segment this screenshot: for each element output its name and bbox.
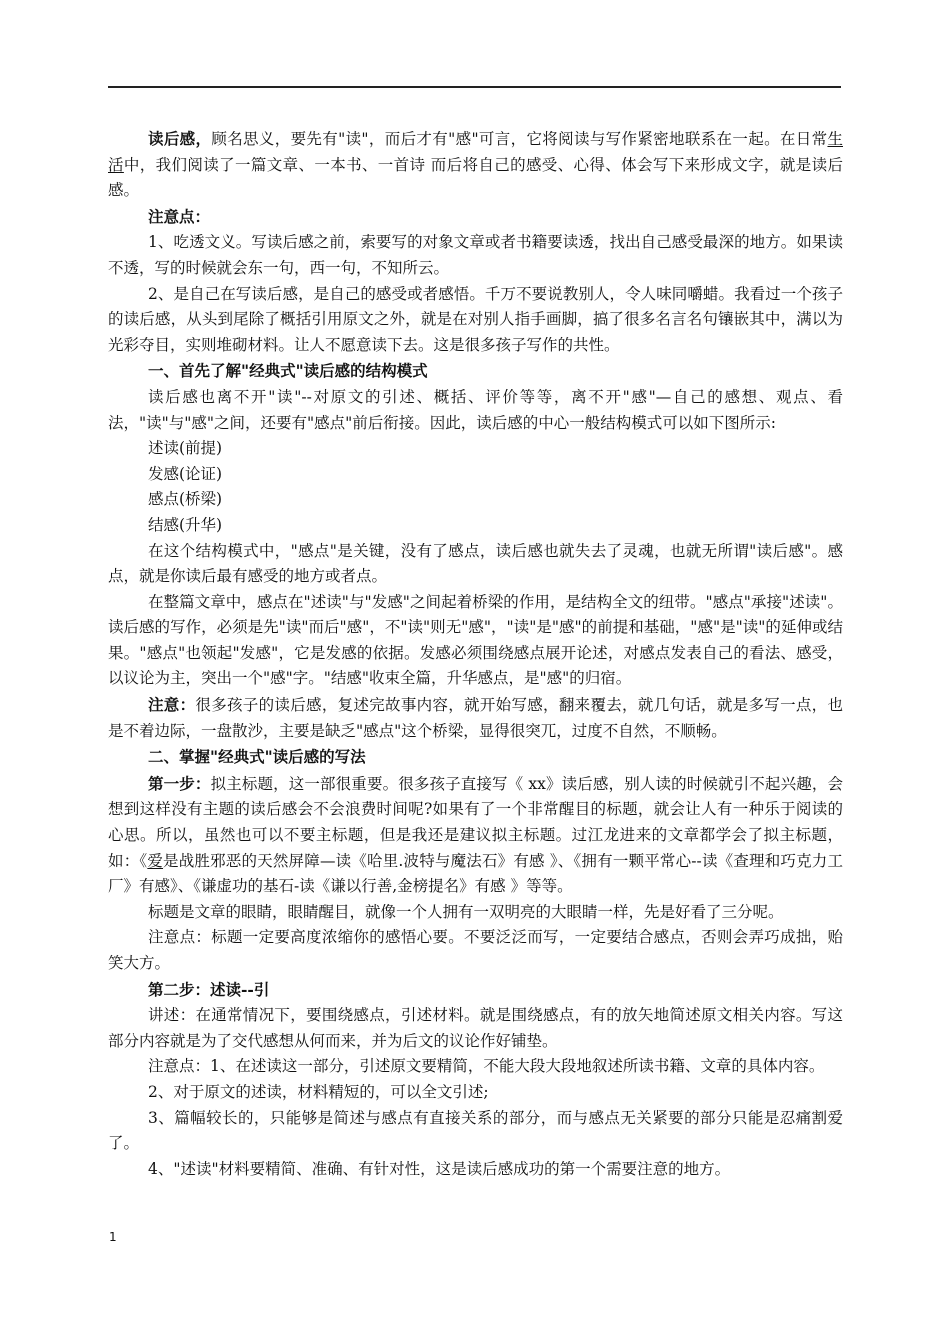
step2-heading [108,977,843,1004]
step1-text-cont: 是战胜邪恶的天然屏障—读《哈里.波特与魔法石》有感 》、《拥有一颗平常心--读《查理和巧克力工厂》有感》、《谦虚功的基石-读《谦以行善,金榜提名》有感 》等等。 [108,851,843,896]
title-notice-paragraph: 注意点：标题一定要高度浓缩你的感悟心要。不要泛泛而写，一定要结合感点，否则会弄巧成拙，贻笑大方。 [108,928,843,972]
notice-item-4: 4、"述读"材料要精简、准确、有针对性，这是读后感成功的第一个需要注意的地方。 [148,1159,731,1178]
section1-paragraph-1: 读后感也离不开"读"--对原文的引述、概括、评价等等，离不开"感"—自己的感想、观点、看法，"读"与"感"之间，还要有"感点"前后衔接。因此，读后感的中心一般结构模式可以如下图所示: [108,387,843,432]
intro-text: 顾名思义，要先有"读"，而后才有"感"可言，它将阅读与写作紧密地联系在一起。在日常 [211,130,828,148]
section1-note [108,692,843,744]
document-body [108,126,843,1182]
section2-heading [108,744,843,771]
section1-paragraph-2: 在这个结构模式中，"感点"是关键，没有了感点，读后感也就失去了灵魂，也就无所谓"读后感"。感点，就是你读后最有感受的地方或者点。 [108,541,843,586]
note-label: 注意： [148,695,196,715]
notice-item-1: 注意点：1、在述读这一部分，引述原文要精简，不能大段大段地叙述所读书籍、文章的具体内容。 [148,1057,825,1076]
intro-paragraph [108,126,843,204]
notice-item-3: 3、篇幅较长的，只能够是简述与感点有直接关系的部分，而与感点无关紧要的部分只能是忍痛割爱了。 [108,1108,843,1153]
explain-paragraph: 讲述：在通常情况下，要围绕感点，引述材料。就是围绕感点，有的放矢地简述原文相关内容。写这部分内容就是为了交代感想从何而来，并为后文的议论作好铺垫。 [108,1006,843,1050]
section1-heading-text: 一、首先了解"经典式"读后感的结构模式 [148,361,428,381]
life-link[interactable]: 生活 [108,130,843,174]
page-number: 1 [109,1230,117,1244]
structure-item-2: 发感(论证) [148,464,223,483]
intro-text-cont: 中，我们阅读了一篇文章、一本书、一首诗 而后将自己的感受、心得、体会写下来形成文字，就是读后感。 [108,155,843,200]
structure-item-4: 结感(升华) [148,515,223,534]
step1-label: 第一步： [148,773,211,793]
notes-heading [108,204,843,231]
structure-item-1: 述读(前提) [148,439,223,458]
note-text: 很多孩子的读后感，复述完故事内容，就开始写感，翻来覆去，就几句话，就是多写一点，也是不着边际，一盘散沙，主要是缺乏"感点"这个桥梁，显得很突兀，过度不自然，不顺畅。 [108,696,843,740]
step1-paragraph [108,771,843,900]
notice-item-2: 2、对于原文的述读，材料精短的，可以全文引述; [148,1082,489,1101]
intro-lead: 读后感， [148,129,212,148]
header-rule [108,86,841,88]
notes-item-1: 1、吃透文义。写读后感之前，索要写的对象文章或者书籍要读透，找出自己感受最深的地方。如果读不透，写的时候就会东一句，西一句，不知所云。 [108,233,843,277]
title-eyes-paragraph: 标题是文章的眼睛，眼睛醒目，就像一个人拥有一双明亮的大眼睛一样，先是好看了三分呢。 [148,902,784,921]
notes-item-2: 2、是自己在写读后感，是自己的感受或者感悟。千万不要说教别人，令人味同嚼蜡。我看过一个孩子的读后感，从头到尾除了概括引用原文之外，就是在对别人指手画脚，搞了很多名言名句镶嵌其中，满以为光彩夺目，实则堆砌材料。让人不愿意读下去。这是很多孩子写作的共性。 [108,284,843,354]
structure-item-3: 感点(桥梁) [148,490,223,509]
step1-text: 拟主标题，这一部很重要。很多孩子直接写《 xx》读后感，别人读的时候就引不起兴趣，会想到这样没有主题的读后感会不会浪费时间呢?如果有了一个非常醒目的标题，就会让人有一种乐于阅读的心思。所以，虽然也可以不要主标题，但是我还是建议拟主标题。过江龙进来的文章都学会了拟主标题，如：《 [108,774,843,870]
notes-heading-text: 注意点： [148,206,211,226]
love-link[interactable]: 爱 [147,851,164,870]
section2-heading-text: 二、掌握"经典式"读后感的写法 [148,747,366,767]
section1-paragraph-3: 在整篇文章中，感点在"述读"与"发感"之间起着桥梁的作用，是结构全文的纽带。"感点"承接"述读"。读后感的写作，必须是先"读"而后"感"，不"读"则无"感"，"读"是"感"的前提和基础，"感"是"读"的延伸或结果。"感点"也领起"发感"，它是发感的依据。发感必须围绕感点展开论述，对感点发表自己的看法、感受，以议论为主，突出一个"感"字。"结感"收束全篇，升华感点，是"感"的归宿。 [108,592,843,688]
section1-heading [108,358,843,385]
step2-heading-text: 第二步：述读--引 [148,979,270,999]
